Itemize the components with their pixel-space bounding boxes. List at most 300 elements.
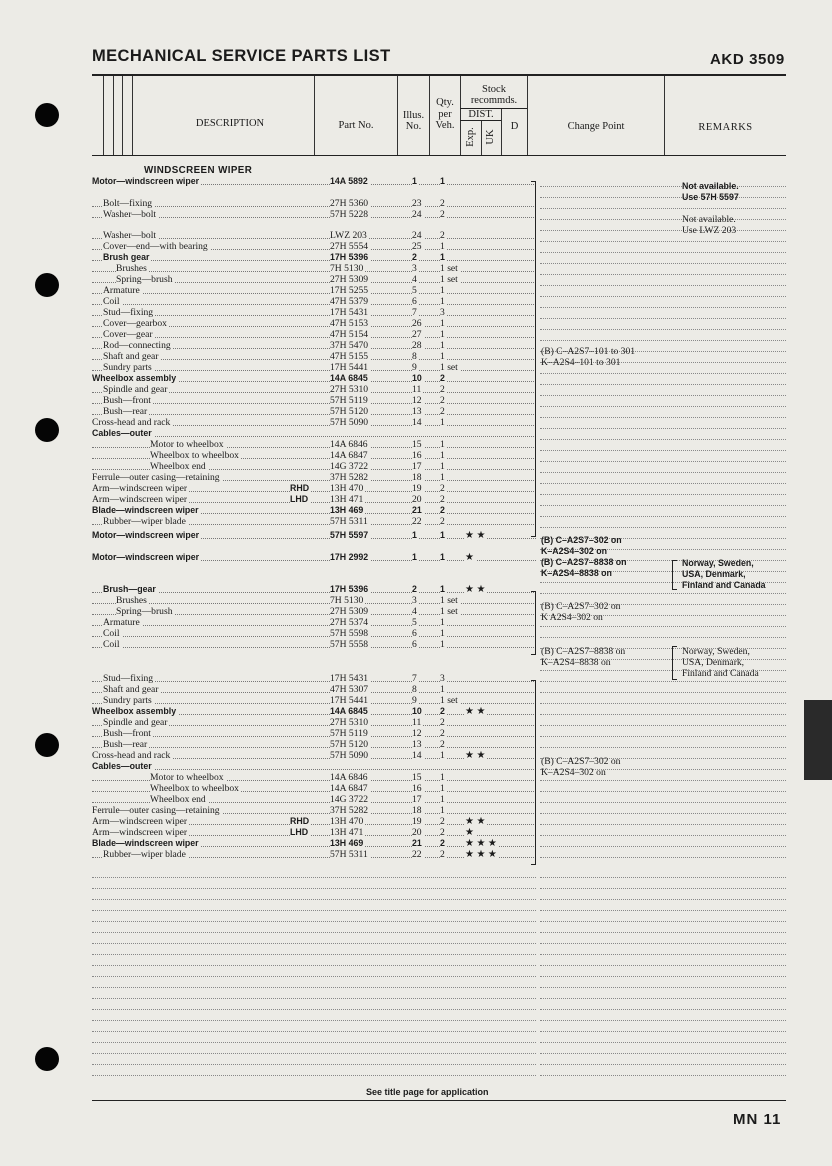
stock-stars: ★ ★ (465, 706, 486, 717)
part-number: 47H 5154 (330, 329, 369, 340)
part-number: 47H 5153 (330, 318, 369, 329)
part-description: Bush—front (103, 395, 151, 406)
part-description: Stud—fixing (103, 673, 154, 684)
stock-stars: ★ ★ (465, 584, 486, 595)
part-number: 14A 6847 (330, 783, 368, 794)
quantity: 1 (440, 351, 445, 362)
quantity: 2 (440, 373, 445, 383)
part-description: Ferrule—outer casing—retaining (92, 472, 220, 483)
part-number: 27H 5309 (330, 274, 369, 285)
change-point-text: K A2S4–302 on (541, 612, 603, 623)
quantity: 2 (440, 209, 445, 220)
part-number: 17H 5431 (330, 673, 369, 684)
stock-stars: ★ ★ (465, 530, 486, 541)
quantity: 2 (440, 516, 445, 527)
column-illus-2: No. (405, 121, 422, 132)
table-row (92, 406, 536, 417)
ruled-line (540, 318, 786, 319)
table-row (92, 695, 536, 706)
quantity: 2 (440, 384, 445, 395)
ruled-line (540, 197, 786, 198)
remark-text: Use LWZ 203 (682, 225, 737, 236)
header-bottom-rule (92, 155, 786, 156)
column-qty-3: Veh. (435, 120, 455, 131)
table-row (92, 816, 536, 827)
part-description: Armature (103, 617, 140, 628)
blank-line (540, 888, 786, 889)
quantity: 2 (440, 505, 445, 515)
part-number: 57H 5120 (330, 739, 369, 750)
table-row (92, 794, 536, 805)
part-number: 13H 471 (330, 827, 364, 838)
ruled-line (540, 461, 786, 462)
part-description: Bush—front (103, 728, 151, 739)
illus-number: 2 (412, 584, 417, 594)
part-description: Bolt—fixing (103, 198, 153, 209)
ruled-line (540, 307, 786, 308)
illus-number: 14 (412, 417, 422, 428)
column-qty-2: per (438, 109, 452, 120)
quantity: 1 set (440, 362, 458, 373)
table-row (92, 241, 536, 252)
stock-stars: ★ ★ (465, 750, 486, 761)
part-description: Cover—end—with bearing (103, 241, 208, 252)
quantity: 1 set (440, 274, 458, 285)
column-divider (132, 76, 133, 155)
remark-text: Not available. (682, 214, 736, 225)
part-number: 57H 5119 (330, 728, 368, 739)
table-row (92, 827, 536, 838)
column-divider (113, 76, 114, 155)
part-description: Washer—bolt (103, 230, 157, 241)
table-row (92, 494, 536, 505)
part-number: 57H 5120 (330, 406, 369, 417)
part-number: 14A 5892 (330, 176, 368, 186)
quantity: 1 (440, 772, 445, 783)
illus-number: 18 (412, 472, 422, 483)
ruled-line (540, 395, 786, 396)
table-row (92, 684, 536, 695)
ruled-line (540, 747, 786, 748)
part-number: 14A 6846 (330, 772, 368, 783)
quantity: 2 (440, 706, 445, 716)
part-description: Motor to wheelbox (150, 439, 224, 450)
quantity: 1 (440, 439, 445, 450)
illus-number: 15 (412, 772, 422, 783)
remark-text: Norway, Sweden, (682, 558, 754, 568)
part-description: Shaft and gear (103, 351, 159, 362)
part-description: Spindle and gear (103, 717, 168, 728)
part-description: Spring—brush (116, 274, 173, 285)
quantity: 1 (440, 241, 445, 252)
illus-number: 14 (412, 750, 422, 761)
part-number: 57H 5311 (330, 849, 368, 860)
illus-number: 9 (412, 695, 417, 706)
blank-line (540, 910, 786, 911)
change-point-text: (B) C–A2S7–302 on (541, 756, 621, 767)
table-row (92, 329, 536, 340)
quantity: 1 set (440, 595, 458, 606)
blank-line (540, 1009, 786, 1010)
part-description: Rubber—wiper blade (103, 849, 186, 860)
ruled-line (540, 505, 786, 506)
change-point-text: (B) C–A2S7–101 to 301 (541, 346, 636, 357)
footer-rule (92, 1100, 786, 1101)
quantity: 1 (440, 750, 445, 761)
part-description: Wheelbox assembly (92, 706, 177, 716)
quantity: 2 (440, 395, 445, 406)
ruled-line (540, 384, 786, 385)
blank-line (92, 943, 536, 944)
illus-number: 27 (412, 329, 422, 340)
table-row (92, 373, 536, 384)
table-row (92, 595, 536, 606)
column-description: DESCRIPTION (195, 118, 265, 129)
quantity: 1 (440, 552, 445, 562)
illus-number: 12 (412, 728, 422, 739)
part-description: Blade—windscreen wiper (92, 505, 199, 515)
ruled-line (540, 483, 786, 484)
quantity: 1 (440, 472, 445, 483)
stock-stars: ★ (465, 827, 474, 838)
part-description: Arm—windscreen wiper (92, 827, 188, 838)
illus-number: 2 (412, 252, 417, 262)
table-row (92, 384, 536, 395)
illus-number: 6 (412, 296, 417, 307)
column-divider (664, 76, 665, 155)
part-number: 57H 5598 (330, 628, 369, 639)
part-description: Arm—windscreen wiper (92, 816, 188, 827)
part-number: 37H 5470 (330, 340, 369, 351)
part-number: 14A 6847 (330, 450, 368, 461)
change-point-text: K–A2S4–101 to 301 (541, 357, 621, 368)
illus-number: 12 (412, 395, 422, 406)
illus-number: 3 (412, 263, 417, 274)
table-row (92, 552, 536, 563)
quantity: 2 (440, 739, 445, 750)
quantity: 1 (440, 628, 445, 639)
punch-hole (35, 1047, 59, 1071)
illus-number: 16 (412, 783, 422, 794)
part-description: Cables—outer (92, 761, 152, 771)
ruled-line (540, 296, 786, 297)
column-divider (314, 76, 315, 155)
illus-number: 1 (412, 530, 417, 540)
quantity: 2 (440, 406, 445, 417)
column-dist: DIST. (468, 109, 494, 120)
blank-line (92, 921, 536, 922)
change-point-text: (B) C–A2S7–8838 on (541, 557, 627, 567)
table-row (92, 428, 536, 439)
quantity: 1 set (440, 263, 458, 274)
part-number: 17H 5441 (330, 362, 369, 373)
part-number: 37H 5282 (330, 472, 369, 483)
column-divider (122, 76, 123, 155)
quantity: 2 (440, 198, 445, 209)
part-number: 7H 5130 (330, 263, 364, 274)
part-description: Motor—windscreen wiper (92, 552, 200, 562)
part-number: 27H 5310 (330, 717, 369, 728)
blank-line (540, 954, 786, 955)
blank-line (92, 1009, 536, 1010)
part-number: 57H 5597 (330, 530, 369, 540)
quantity: 2 (440, 494, 445, 505)
part-number: 13H 471 (330, 494, 364, 505)
part-description: Coil (103, 628, 120, 639)
part-description: Wheelbox end (150, 461, 206, 472)
ruled-line (540, 450, 786, 451)
table-row (92, 439, 536, 450)
illus-number: 21 (412, 838, 422, 848)
table-row (92, 198, 536, 209)
part-number: 17H 5396 (330, 252, 369, 262)
remark-text: Finland and Canada (682, 580, 766, 590)
illus-number: 22 (412, 849, 422, 860)
drive-side: LHD (290, 827, 309, 837)
illus-number: 13 (412, 739, 422, 750)
blank-line (92, 1064, 536, 1065)
quantity: 2 (440, 483, 445, 494)
blank-line (540, 932, 786, 933)
table-row (92, 639, 536, 650)
bracket (531, 181, 536, 537)
part-description: Coil (103, 639, 120, 650)
blank-line (92, 1053, 536, 1054)
column-exp: Exp. (465, 127, 476, 147)
illus-number: 7 (412, 673, 417, 684)
ruled-line (540, 593, 786, 594)
part-number: 7H 5130 (330, 595, 364, 606)
part-number: 17H 5396 (330, 584, 369, 594)
part-number: 27H 5310 (330, 384, 369, 395)
column-part-no: Part No. (338, 120, 374, 131)
blank-line (540, 1053, 786, 1054)
section-title: WINDSCREEN WIPER (144, 165, 253, 176)
part-number: 57H 5090 (330, 417, 369, 428)
ruled-line (540, 439, 786, 440)
part-number: 14A 6845 (330, 373, 368, 383)
part-description: Brushes (116, 595, 147, 606)
blank-line (92, 954, 536, 955)
table-row (92, 706, 536, 717)
table-row (92, 461, 536, 472)
quantity: 2 (440, 827, 445, 838)
drive-side: RHD (290, 483, 310, 493)
table-row (92, 263, 536, 274)
part-description: Bush—rear (103, 406, 148, 417)
change-point-text: K–A2S4–8838 on (541, 568, 612, 578)
illus-number: 23 (412, 198, 422, 209)
ruled-line (540, 208, 786, 209)
table-row (92, 285, 536, 296)
ruled-line (540, 703, 786, 704)
part-number: 27H 5309 (330, 606, 369, 617)
ruled-line (540, 186, 786, 187)
illus-number: 6 (412, 639, 417, 650)
change-point-text: (B) C–A2S7–8838 on (541, 646, 626, 657)
part-description: Wheelbox assembly (92, 373, 177, 383)
blank-line (92, 1075, 536, 1076)
quantity: 1 (440, 783, 445, 794)
bracket (531, 680, 536, 865)
blank-line (92, 987, 536, 988)
part-number: 14A 6845 (330, 706, 368, 716)
illus-number: 5 (412, 285, 417, 296)
quantity: 1 set (440, 606, 458, 617)
table-row (92, 395, 536, 406)
part-number: 57H 5311 (330, 516, 368, 527)
ruled-line (540, 241, 786, 242)
quantity: 1 (440, 461, 445, 472)
blank-line (540, 877, 786, 878)
ruled-line (540, 802, 786, 803)
column-remarks: REMARKS (698, 122, 753, 133)
part-number: 13H 470 (330, 483, 364, 494)
part-number: 47H 5155 (330, 351, 369, 362)
table-row (92, 472, 536, 483)
part-description: Bush—rear (103, 739, 148, 750)
part-number: 17H 5431 (330, 307, 369, 318)
change-point-text: (B) C–A2S7–302 on (541, 601, 621, 612)
part-number: 14G 3722 (330, 461, 369, 472)
part-number: 14G 3722 (330, 794, 369, 805)
part-number: 57H 5119 (330, 395, 368, 406)
quantity: 2 (440, 838, 445, 848)
ruled-line (540, 527, 786, 528)
ruled-line (540, 406, 786, 407)
illus-number: 28 (412, 340, 422, 351)
remark-text: USA, Denmark, (682, 657, 745, 668)
illus-number: 11 (412, 384, 422, 395)
change-point-text: K–A2S4–302 on (541, 546, 608, 556)
stock-stars: ★ ★ ★ (465, 838, 497, 849)
illus-number: 16 (412, 450, 422, 461)
quantity: 1 (440, 329, 445, 340)
quantity: 1 (440, 285, 445, 296)
ruled-line (540, 230, 786, 231)
part-number: 13H 469 (330, 505, 364, 515)
ruled-line (540, 329, 786, 330)
ruled-line (540, 835, 786, 836)
part-number: 47H 5379 (330, 296, 369, 307)
table-row (92, 530, 536, 541)
table-row (92, 307, 536, 318)
illus-number: 7 (412, 307, 417, 318)
illus-number: 24 (412, 230, 422, 241)
illus-number: 8 (412, 351, 417, 362)
illus-number: 10 (412, 373, 422, 383)
illus-number: 4 (412, 274, 417, 285)
table-row (92, 717, 536, 728)
part-number: LWZ 203 (330, 230, 367, 241)
table-row (92, 761, 536, 772)
part-description: Rubber—wiper blade (103, 516, 186, 527)
table-row (92, 362, 536, 373)
part-description: Cross-head and rack (92, 750, 171, 761)
illus-number: 19 (412, 816, 422, 827)
quantity: 2 (440, 816, 445, 827)
illus-number: 10 (412, 706, 422, 716)
quantity: 1 set (440, 695, 458, 706)
remark-text: Norway, Sweden, (682, 646, 750, 657)
part-description: Wheelbox to wheelbox (150, 783, 239, 794)
blank-line (92, 1031, 536, 1032)
part-description: Wheelbox end (150, 794, 206, 805)
column-divider (103, 76, 104, 155)
bracket (531, 591, 536, 655)
quantity: 2 (440, 717, 445, 728)
illus-number: 8 (412, 684, 417, 695)
illus-number: 17 (412, 794, 422, 805)
column-illus-1: Illus. (402, 110, 425, 121)
part-number: 17H 2992 (330, 552, 369, 562)
part-number: 57H 5558 (330, 639, 369, 650)
table-row (92, 351, 536, 362)
blank-line (92, 965, 536, 966)
part-description: Shaft and gear (103, 684, 159, 695)
table-row (92, 176, 536, 187)
page-number: MN 11 (733, 1111, 782, 1128)
part-description: Brush—gear (103, 584, 156, 594)
table-row (92, 739, 536, 750)
part-number: 37H 5282 (330, 805, 369, 816)
table-row (92, 483, 536, 494)
change-point-text: K–A2S4–8838 on (541, 657, 611, 668)
ruled-line (540, 692, 786, 693)
table-row (92, 628, 536, 639)
illus-number: 24 (412, 209, 422, 220)
bracket (672, 646, 677, 680)
ruled-line (540, 813, 786, 814)
illus-number: 9 (412, 362, 417, 373)
ruled-line (540, 681, 786, 682)
part-description: Cover—gear (103, 329, 153, 340)
table-row (92, 252, 536, 263)
quantity: 1 (440, 794, 445, 805)
quantity: 1 (440, 617, 445, 628)
part-number: 47H 5307 (330, 684, 369, 695)
ruled-line (540, 219, 786, 220)
illus-number: 22 (412, 516, 422, 527)
illus-number: 5 (412, 617, 417, 628)
blank-line (92, 1020, 536, 1021)
column-divider (527, 76, 528, 155)
table-row (92, 673, 536, 684)
quantity: 2 (440, 849, 445, 860)
quantity: 1 (440, 639, 445, 650)
column-uk: UK (485, 129, 496, 145)
illus-number: 18 (412, 805, 422, 816)
footer-note: See title page for application (366, 1087, 489, 1097)
table-row (92, 772, 536, 783)
quantity: 1 (440, 318, 445, 329)
quantity: 1 (440, 296, 445, 307)
punch-hole (35, 733, 59, 757)
column-divider (481, 120, 482, 155)
table-row (92, 728, 536, 739)
table-row (92, 230, 536, 241)
ruled-line (540, 780, 786, 781)
ruled-line (540, 637, 786, 638)
part-description: Motor to wheelbox (150, 772, 224, 783)
column-qty-1: Qty. (436, 97, 454, 108)
ruled-line (540, 714, 786, 715)
part-description: Motor—windscreen wiper (92, 176, 200, 186)
illus-number: 15 (412, 439, 422, 450)
part-description: Spindle and gear (103, 384, 168, 395)
part-description: Sundry parts (103, 695, 152, 706)
part-description: Cover—gearbox (103, 318, 167, 329)
